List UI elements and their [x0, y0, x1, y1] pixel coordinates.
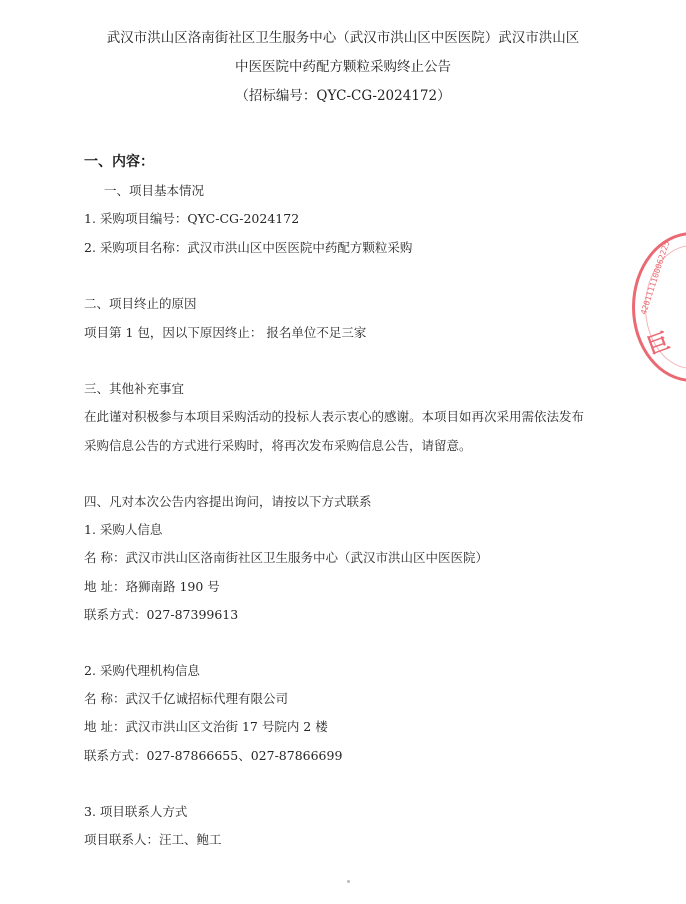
notice-title-line-2: 中医医院中药配方颗粒采购终止公告 [235, 59, 451, 75]
agency-heading: 2. 采购代理机构信息 [84, 663, 200, 678]
page-mark [347, 880, 350, 883]
agency-contact: 联系方式：027-87866655、027-87866699 [84, 748, 343, 763]
supplementary-line-1: 在此谨对积极参与本项目采购活动的投标人表示衷心的感谢。本项目如再次采用需依法发布 [84, 409, 585, 424]
seal-registration-number: 4201111100062225 [639, 239, 672, 316]
content-heading: 一、内容： [84, 154, 154, 170]
section-basic-info-heading: 一、项目基本情况 [104, 183, 205, 198]
seal-character: 巨 [644, 328, 674, 360]
project-contact-persons: 项目联系人：汪工、鲍工 [84, 832, 222, 847]
purchaser-contact: 联系方式：027-87399613 [84, 607, 239, 622]
notice-title-line-1: 武汉市洪山区洛南街社区卫生服务中心（武汉市洪山区中医医院）武汉市洪山区 [106, 30, 580, 46]
section-termination-reason-heading: 二、项目终止的原因 [84, 296, 197, 311]
termination-reason: 项目第 1 包，因以下原因终止： 报名单位不足三家 [84, 325, 367, 340]
supplementary-line-2: 采购信息公告的方式进行采购时，将再次发布采购信息公告，请留意。 [84, 438, 472, 453]
section-supplementary-heading: 三、其他补充事宜 [84, 381, 185, 396]
project-number: 1. 采购项目编号：QYC-CG-2024172 [84, 211, 300, 226]
section-contact-heading: 四、凡对本次公告内容提出询问，请按以下方式联系 [84, 494, 372, 509]
purchaser-name: 名 称：武汉市洪山区洛南街社区卫生服务中心（武汉市洪山区中医医院） [84, 550, 488, 565]
official-seal [632, 232, 686, 382]
purchaser-address: 地 址：珞狮南路 190 号 [84, 579, 220, 594]
agency-address: 地 址：武汉市洪山区文治街 17 号院内 2 楼 [84, 719, 328, 734]
tender-number: （招标编号：QYC-CG-2024172） [235, 88, 451, 104]
project-contact-heading: 3. 项目联系人方式 [84, 804, 188, 819]
purchaser-heading: 1. 采购人信息 [84, 522, 163, 537]
agency-name: 名 称：武汉千亿诚招标代理有限公司 [84, 691, 288, 706]
project-name: 2. 采购项目名称：武汉市洪山区中医医院中药配方颗粒采购 [84, 240, 413, 255]
